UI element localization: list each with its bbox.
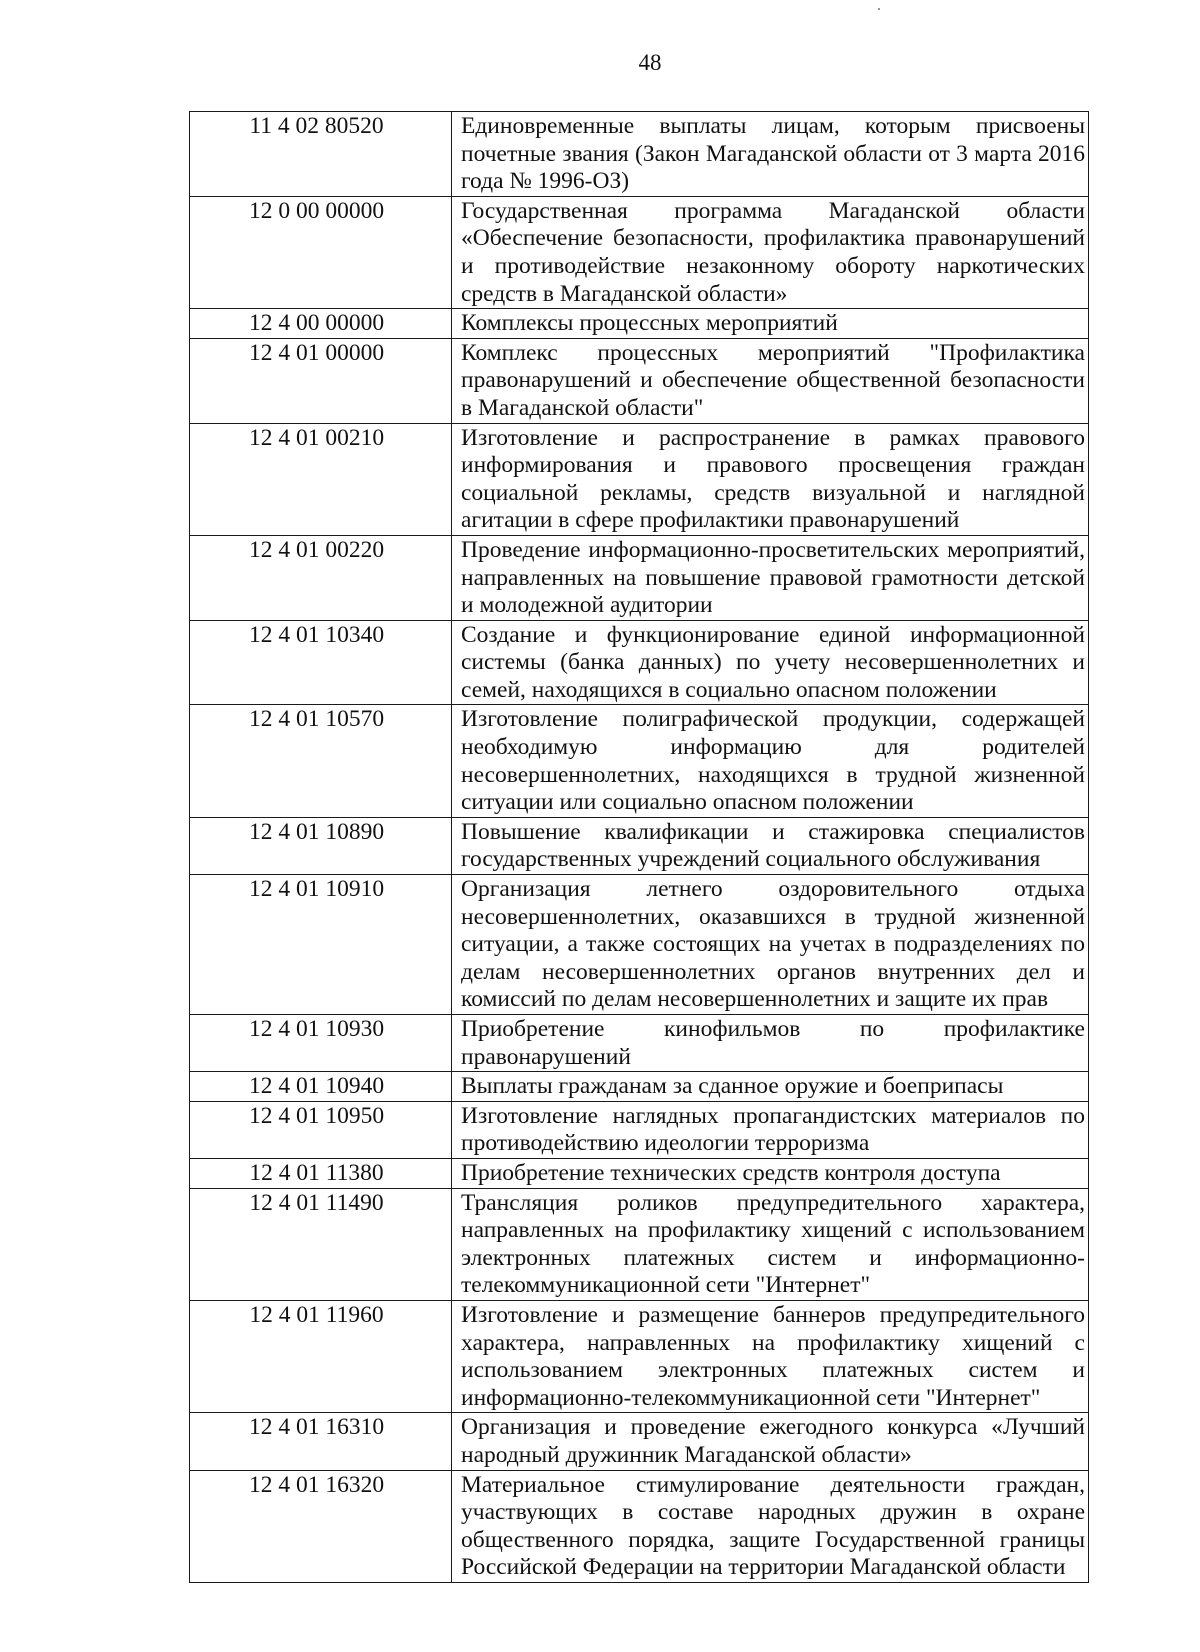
table-row: [190, 112, 1089, 197]
row-description: Изготовление наглядных пропагандистских материалов по противодействию идеологии терроризма: [452, 1101, 1089, 1158]
row-code: 12 4 00 00000: [190, 309, 452, 339]
table-row: [190, 1158, 1089, 1188]
budget-classification-table: [189, 111, 1089, 1583]
row-description: Повышение квалификации и стажировка специалистов государственных учреждений социального обслуживания: [452, 817, 1089, 874]
row-code: 12 4 01 10940: [190, 1072, 452, 1102]
row-description: Проведение информационно-просветительских мероприятий, направленных на повышение правовой грамотности детской и молодежной аудитории: [452, 535, 1089, 620]
table-row: [190, 1015, 1089, 1072]
table-row: [190, 817, 1089, 874]
row-description: Организация и проведение ежегодного конкурса «Лучший народный дружинник Магаданской области»: [452, 1413, 1089, 1470]
table-row: [190, 535, 1089, 620]
row-description: Материальное стимулирование деятельности граждан, участвующих в составе народных дружин в охране общественного порядка, защите Государственной границы Российской Федерации на территории Магаданской области: [452, 1470, 1089, 1582]
row-description: Изготовление полиграфической продукции, содержащей необходимую информацию для родителей несовершеннолетних, находящихся в трудной жизненной ситуации или социально опасном положении: [452, 705, 1089, 817]
table-row: [190, 309, 1089, 339]
row-code: 12 4 01 00000: [190, 338, 452, 423]
row-code: 12 4 01 10910: [190, 875, 452, 1015]
row-code: 11 4 02 80520: [190, 112, 452, 197]
table-row: [190, 1101, 1089, 1158]
row-description: Комплексы процессных мероприятий: [452, 309, 1089, 339]
row-code: 12 4 01 00220: [190, 535, 452, 620]
table-row: [190, 1072, 1089, 1102]
scan-speck: [878, 8, 880, 10]
row-description: Приобретение кинофильмов по профилактике правонарушений: [452, 1015, 1089, 1072]
table-row: [190, 1413, 1089, 1470]
table-row: [190, 620, 1089, 705]
row-code: 12 4 01 10890: [190, 817, 452, 874]
row-code: 12 0 00 00000: [190, 196, 452, 308]
row-code: 12 4 01 10930: [190, 1015, 452, 1072]
table-row: [190, 196, 1089, 308]
table-row: [190, 1470, 1089, 1582]
page-number: 48: [638, 50, 662, 75]
row-code: 12 4 01 00210: [190, 423, 452, 535]
table-row: [190, 705, 1089, 817]
row-description: Трансляция роликов предупредительного характера, направленных на профилактику хищений с использованием электронных платежных систем и информационно-телекоммуникационной сети "Интернет": [452, 1188, 1089, 1300]
row-code: 12 4 01 11490: [190, 1188, 452, 1300]
row-description: Комплекс процессных мероприятий "Профилактика правонарушений и обеспечение общественной безопасности в Магаданской области": [452, 338, 1089, 423]
row-code: 12 4 01 11380: [190, 1158, 452, 1188]
table-row: [190, 423, 1089, 535]
row-description: Организация летнего оздоровительного отдыха несовершеннолетних, оказавшихся в трудной жизненной ситуации, а также состоящих на учетах в подразделениях по делам несовершеннолетних органов внутренних дел и комиссий по делам несовершеннолетних и защите их прав: [452, 875, 1089, 1015]
row-description: Изготовление и размещение баннеров предупредительного характера, направленных на профилактику хищений с использованием электронных платежных систем и информационно-телекоммуникационной сети "Интернет": [452, 1300, 1089, 1412]
row-code: 12 4 01 11960: [190, 1300, 452, 1412]
row-code: 12 4 01 10340: [190, 620, 452, 705]
row-code: 12 4 01 10570: [190, 705, 452, 817]
table-row: [190, 338, 1089, 423]
row-description: Приобретение технических средств контроля доступа: [452, 1158, 1089, 1188]
row-description: Создание и функционирование единой информационной системы (банка данных) по учету несовершеннолетних и семей, находящихся в социально опасном положении: [452, 620, 1089, 705]
table-row: [190, 875, 1089, 1015]
table-row: [190, 1188, 1089, 1300]
row-description: Единовременные выплаты лицам, которым присвоены почетные звания (Закон Магаданской области от 3 марта 2016 года № 1996-ОЗ): [452, 112, 1089, 197]
table-row: [190, 1300, 1089, 1412]
row-code: 12 4 01 16310: [190, 1413, 452, 1470]
row-description: Государственная программа Магаданской области «Обеспечение безопасности, профилактика правонарушений и противодействие незаконному обороту наркотических средств в Магаданской области»: [452, 196, 1089, 308]
row-code: 12 4 01 16320: [190, 1470, 452, 1582]
row-description: Изготовление и распространение в рамках правового информирования и правового просвещения граждан социальной рекламы, средств визуальной и наглядной агитации в сфере профилактики правонарушений: [452, 423, 1089, 535]
row-description: Выплаты гражданам за сданное оружие и боеприпасы: [452, 1072, 1089, 1102]
row-code: 12 4 01 10950: [190, 1101, 452, 1158]
